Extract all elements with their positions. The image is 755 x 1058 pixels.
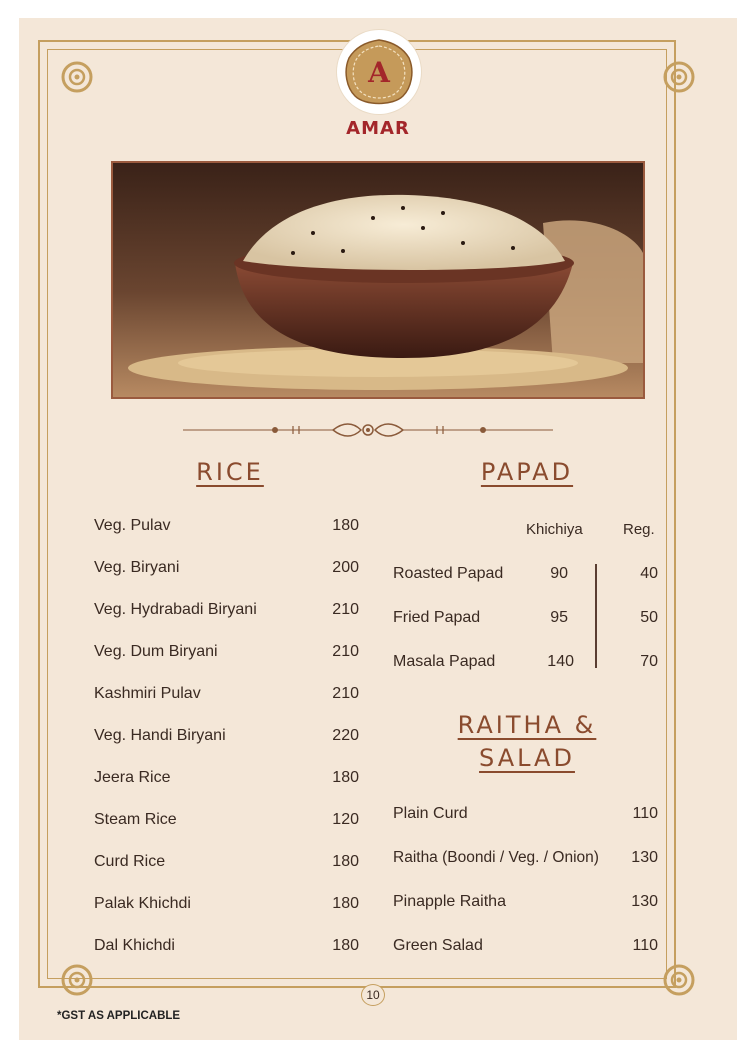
corner-ornament-top-right (657, 55, 701, 99)
rice-item-name: Palak Khichdi (94, 895, 191, 912)
rice-item-name: Veg. Biryani (94, 559, 180, 576)
rice-item-name: Veg. Hydrabadi Biryani (94, 601, 257, 618)
logo-letter: A (368, 56, 390, 89)
rice-item-price: 220 (332, 727, 359, 744)
gst-footnote: *GST AS APPLICABLE (57, 1010, 181, 1022)
papad-item-name: Roasted Papad (393, 565, 504, 582)
rice-item-price: 180 (332, 517, 359, 534)
raitha-item-name: Green Salad (393, 937, 483, 954)
papad-reg-price: 40 (640, 565, 658, 582)
papad-item-name: Fried Papad (393, 609, 481, 626)
brand-name: AMAR (346, 118, 410, 139)
rice-item-name: Curd Rice (94, 853, 166, 870)
papad-item-name: Masala Papad (393, 653, 496, 670)
rice-item-name: Veg. Pulav (94, 517, 171, 534)
raitha-item-name: Plain Curd (393, 805, 468, 822)
rice-item-price: 180 (332, 853, 359, 870)
rice-item-name: Steam Rice (94, 811, 177, 828)
rice-item-price: 200 (332, 559, 359, 576)
papad-khichiya-price: 140 (547, 653, 574, 670)
raitha-heading-line1: RAITHA & (457, 711, 597, 739)
corner-ornament-top-left (55, 55, 99, 99)
raitha-item-price: 130 (631, 849, 658, 866)
corner-ornament-bottom-left (55, 958, 99, 1002)
corner-ornament-bottom-right (657, 958, 701, 1002)
logo-emblem-icon (337, 30, 421, 114)
rice-item-price: 180 (332, 895, 359, 912)
papad-column-khichiya: Khichiya (526, 521, 583, 538)
rice-item-price: 210 (332, 685, 359, 702)
brand-logo (337, 30, 421, 114)
rice-heading: RICE (196, 458, 264, 486)
raitha-item-price: 110 (632, 805, 658, 822)
rice-item-name: Dal Khichdi (94, 937, 175, 954)
papad-column-divider (595, 564, 597, 668)
rice-item-price: 120 (332, 811, 359, 828)
rice-item-price: 180 (332, 769, 359, 786)
papad-heading: PAPAD (480, 458, 574, 486)
divider-ornament-icon (183, 419, 553, 441)
papad-khichiya-price: 90 (550, 565, 568, 582)
raitha-item-price: 130 (631, 893, 658, 910)
rice-item-price: 210 (332, 601, 359, 618)
rice-item-name: Kashmiri Pulav (94, 685, 201, 702)
papad-reg-price: 70 (640, 653, 658, 670)
raitha-item-name: Pinapple Raitha (393, 893, 506, 910)
rice-item-name: Veg. Dum Biryani (94, 643, 218, 660)
raitha-item-name: Raitha (Boondi / Veg. / Onion) (393, 849, 599, 866)
papad-reg-price: 50 (640, 609, 658, 626)
papad-khichiya-price: 95 (550, 609, 568, 626)
raitha-item-price: 110 (632, 937, 658, 954)
rice-item-price: 180 (332, 937, 359, 954)
raitha-heading-line2: SALAD (479, 744, 575, 772)
page-number: 10 (361, 984, 385, 1006)
rice-bowl-photo (111, 161, 645, 399)
rice-item-name: Veg. Handi Biryani (94, 727, 226, 744)
papad-column-reg: Reg. (623, 521, 655, 538)
rice-item-price: 210 (332, 643, 359, 660)
rice-item-name: Jeera Rice (94, 769, 171, 786)
rice-bowl-icon (113, 163, 643, 397)
